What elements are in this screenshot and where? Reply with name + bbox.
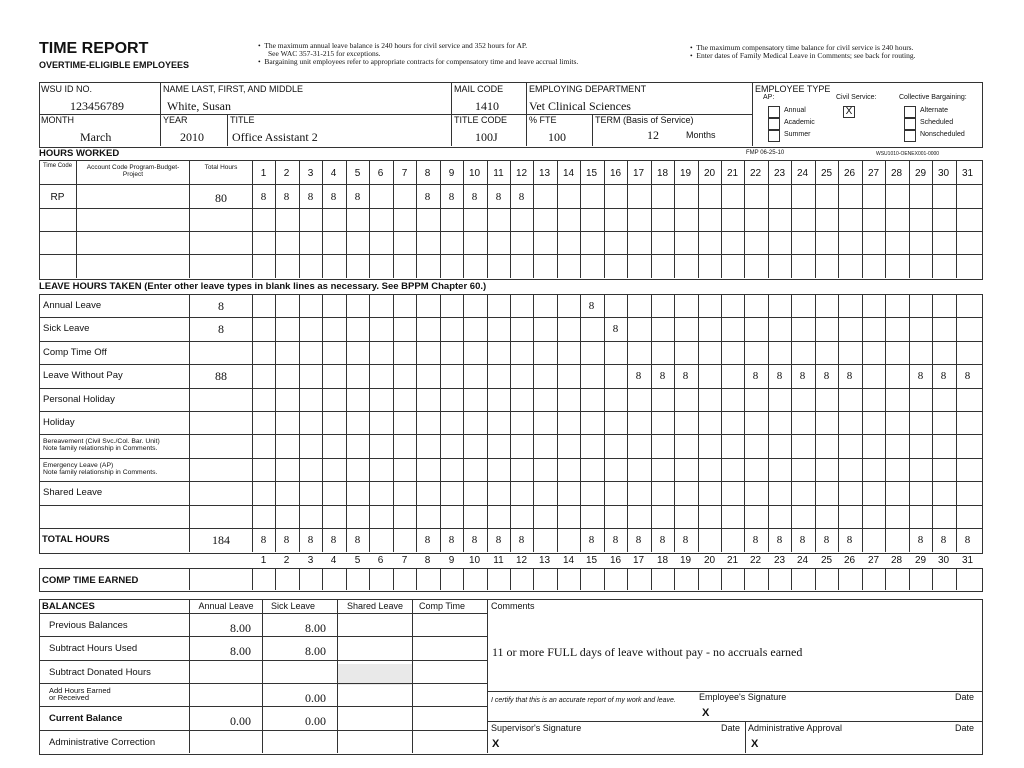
leave-label-bereavement-civil-svc-col-bar-unit: Bereavement (Civil Svc./Col. Bar. Unit) bbox=[43, 438, 160, 445]
rp-day-8-cell[interactable]: 8 bbox=[424, 191, 431, 203]
day-header-8: 8 bbox=[424, 168, 431, 179]
leave-leave-without-pay-day-17[interactable]: 8 bbox=[635, 370, 642, 382]
day-header-26: 26 bbox=[843, 168, 856, 179]
day-footer-14: 14 bbox=[562, 555, 575, 566]
note-fml: Enter dates of Family Medical Leave in Comments; see back for routing. bbox=[696, 51, 916, 60]
total-day-10[interactable]: 8 bbox=[471, 534, 478, 546]
total-day-18[interactable]: 8 bbox=[659, 534, 666, 546]
day-header-21: 21 bbox=[726, 168, 739, 179]
leave-sick-leave-day-16[interactable]: 8 bbox=[612, 323, 619, 335]
day-footer-20: 20 bbox=[703, 555, 716, 566]
header-notes-right: • The maximum compensatory time balance for civil service is 240 hours. • Enter dates of Family Medical Leave in Comments; see back for routing. bbox=[690, 43, 916, 60]
day-footer-10: 10 bbox=[468, 555, 481, 566]
leave-leave-without-pay-day-29[interactable]: 8 bbox=[917, 370, 924, 382]
day-header-12: 12 bbox=[515, 168, 528, 179]
leave-leave-without-pay-day-30[interactable]: 8 bbox=[940, 370, 947, 382]
day-footer-28: 28 bbox=[890, 555, 903, 566]
employee-date-label: Date bbox=[955, 692, 975, 702]
annual-current-balance[interactable]: 0.00 bbox=[230, 714, 251, 728]
total-day-30[interactable]: 8 bbox=[940, 534, 947, 546]
fte-label: % FTE bbox=[529, 115, 557, 125]
sick-previous-balances[interactable]: 8.00 bbox=[305, 621, 326, 635]
leave-leave-without-pay-day-18[interactable]: 8 bbox=[659, 370, 666, 382]
total-day-12[interactable]: 8 bbox=[518, 534, 525, 546]
employee-type-label: EMPLOYEE TYPE bbox=[755, 84, 831, 94]
leave-label-annual-leave: Annual Leave bbox=[43, 300, 102, 311]
year-value[interactable]: 2010 bbox=[180, 130, 204, 144]
day-footer-27: 27 bbox=[867, 555, 880, 566]
cb-scheduled-checkbox[interactable] bbox=[904, 118, 916, 130]
day-footer-6: 6 bbox=[377, 555, 384, 566]
day-footer-1: 1 bbox=[260, 555, 267, 566]
rp-day-9-cell[interactable]: 8 bbox=[448, 191, 455, 203]
balances-label: BALANCES bbox=[42, 601, 95, 612]
wsu-id-label: WSU ID NO. bbox=[41, 84, 92, 94]
leave-note-bereavement-civil-svc-col-bar-unit: Note family relationship in Comments. bbox=[43, 445, 158, 452]
time-code-header: Time Code bbox=[42, 163, 73, 169]
employee-signature-label: Employee's Signature bbox=[699, 692, 787, 702]
ap-academic-label: Academic bbox=[784, 119, 815, 126]
leave-total-leave-without-pay[interactable]: 88 bbox=[215, 369, 227, 383]
total-day-5[interactable]: 8 bbox=[354, 534, 361, 546]
ap-summer-checkbox[interactable] bbox=[768, 130, 780, 142]
admin-date-label: Date bbox=[955, 723, 975, 733]
cb-alternate-checkbox[interactable] bbox=[904, 106, 916, 118]
annual-subtract-hours-used[interactable]: 8.00 bbox=[230, 644, 251, 658]
civil-service-label: Civil Service: bbox=[836, 94, 877, 101]
name-value[interactable]: White, Susan bbox=[167, 99, 231, 113]
day-header-9: 9 bbox=[448, 168, 455, 179]
wsu-id-value[interactable]: 123456789 bbox=[70, 99, 124, 113]
day-footer-15: 15 bbox=[585, 555, 598, 566]
day-header-14: 14 bbox=[562, 168, 575, 179]
ap-academic-checkbox[interactable] bbox=[768, 118, 780, 130]
comp-time-row bbox=[39, 568, 983, 592]
day-header-27: 27 bbox=[867, 168, 880, 179]
cb-scheduled-label: Scheduled bbox=[920, 119, 954, 126]
dept-label: EMPLOYING DEPARTMENT bbox=[529, 84, 647, 94]
supervisor-signature-label: Supervisor's Signature bbox=[491, 723, 582, 733]
day-footer-9: 9 bbox=[448, 555, 455, 566]
header-notes-left: • The maximum annual leave balance is 240 hours for civil service and 352 hours for AP. See WAC 357-31-215 for exceptions. • Bargaining unit employees refer to appropriate contracts for compensatory time and leave accrual limits. bbox=[258, 42, 668, 66]
form-subtitle: OVERTIME-ELIGIBLE EMPLOYEES bbox=[39, 60, 190, 70]
total-day-3[interactable]: 8 bbox=[307, 534, 314, 546]
balance-label-current-balance: Current Balance bbox=[49, 713, 123, 724]
day-footer-29: 29 bbox=[914, 555, 927, 566]
leave-leave-without-pay-day-22[interactable]: 8 bbox=[752, 370, 759, 382]
day-footer-26: 26 bbox=[843, 555, 856, 566]
leave-annual-leave-day-15[interactable]: 8 bbox=[588, 300, 595, 312]
hours-worked-label: HOURS WORKED bbox=[39, 148, 120, 159]
total-day-19[interactable]: 8 bbox=[682, 534, 689, 546]
note-wac: See WAC 357-31-215 for exceptions. bbox=[268, 49, 381, 58]
day-header-2: 2 bbox=[283, 168, 290, 179]
leave-leave-without-pay-day-19[interactable]: 8 bbox=[682, 370, 689, 382]
leave-label-shared-leave: Shared Leave bbox=[43, 487, 103, 498]
day-header-23: 23 bbox=[773, 168, 786, 179]
dept-value[interactable]: Vet Clinical Sciences bbox=[529, 99, 631, 113]
leave-leave-without-pay-day-26[interactable]: 8 bbox=[846, 370, 853, 382]
day-footer-24: 24 bbox=[796, 555, 809, 566]
month-value[interactable]: March bbox=[80, 130, 112, 144]
day-header-5: 5 bbox=[354, 168, 361, 179]
balance-label-add-hours-earned: Add Hours Earned bbox=[49, 686, 111, 695]
day-footer-2: 2 bbox=[283, 555, 290, 566]
note-comp-max: The maximum compensatory time balance for civil service is 240 hours. bbox=[696, 43, 914, 52]
rp-day-4-cell[interactable]: 8 bbox=[330, 191, 337, 203]
leave-leave-without-pay-day-23[interactable]: 8 bbox=[776, 370, 783, 382]
day-header-24: 24 bbox=[796, 168, 809, 179]
total-day-1[interactable]: 8 bbox=[260, 534, 267, 546]
day-header-16: 16 bbox=[609, 168, 622, 179]
rp-day-11-cell[interactable]: 8 bbox=[495, 191, 502, 203]
day-header-10: 10 bbox=[468, 168, 481, 179]
annual-previous-balances[interactable]: 8.00 bbox=[230, 621, 251, 635]
day-header-6: 6 bbox=[377, 168, 384, 179]
day-header-15: 15 bbox=[585, 168, 598, 179]
title-code-label: TITLE CODE bbox=[454, 115, 508, 125]
leave-leave-without-pay-day-25[interactable]: 8 bbox=[823, 370, 830, 382]
day-header-7: 7 bbox=[401, 168, 408, 179]
time-code-rp[interactable]: RP bbox=[50, 192, 65, 203]
total-day-23[interactable]: 8 bbox=[776, 534, 783, 546]
leave-label-leave-without-pay: Leave Without Pay bbox=[43, 370, 123, 381]
day-footer-16: 16 bbox=[609, 555, 622, 566]
day-header-18: 18 bbox=[656, 168, 669, 179]
title-code-value[interactable]: 100J bbox=[475, 130, 498, 144]
year-label: YEAR bbox=[163, 115, 188, 125]
rp-day-2-cell[interactable]: 8 bbox=[283, 191, 290, 203]
total-day-25[interactable]: 8 bbox=[823, 534, 830, 546]
leave-hours-table bbox=[39, 294, 983, 554]
day-footer-4: 4 bbox=[330, 555, 337, 566]
rp-day-1-cell[interactable]: 8 bbox=[260, 191, 267, 203]
total-day-22[interactable]: 8 bbox=[752, 534, 759, 546]
col-comp-time: Comp Time bbox=[418, 601, 465, 611]
day-footer-7: 7 bbox=[401, 555, 408, 566]
total-hours-label: TOTAL HOURS bbox=[42, 534, 110, 545]
ap-summer-label: Summer bbox=[784, 131, 811, 138]
balance-label-administrative-correction: Administrative Correction bbox=[49, 737, 156, 748]
total-hours-value[interactable]: 184 bbox=[212, 533, 230, 547]
day-header-31: 31 bbox=[961, 168, 974, 179]
rp-day-5-cell[interactable]: 8 bbox=[354, 191, 361, 203]
leave-label-comp-time-off: Comp Time Off bbox=[43, 347, 107, 358]
day-header-11: 11 bbox=[493, 168, 504, 179]
leave-total-annual-leave[interactable]: 8 bbox=[218, 299, 224, 313]
day-footer-11: 11 bbox=[493, 555, 504, 566]
ap-annual-checkbox[interactable] bbox=[768, 106, 780, 118]
total-day-11[interactable]: 8 bbox=[495, 534, 502, 546]
civil-service-checkbox[interactable]: X bbox=[843, 106, 855, 118]
day-footer-5: 5 bbox=[354, 555, 361, 566]
title-value[interactable]: Office Assistant 2 bbox=[232, 130, 318, 144]
collective-bargaining-label: Collective Bargaining: bbox=[899, 94, 967, 101]
supervisor-signature-x[interactable]: X bbox=[492, 738, 500, 750]
certify-statement: I certify that this is an accurate report of my work and leave. bbox=[491, 697, 676, 704]
balance-label2-add-hours-earned: or Received bbox=[49, 693, 90, 702]
col-shared-leave: Shared Leave bbox=[346, 601, 404, 611]
leave-leave-without-pay-day-24[interactable]: 8 bbox=[799, 370, 806, 382]
rp-day-10-cell[interactable]: 8 bbox=[471, 191, 478, 203]
day-header-30: 30 bbox=[937, 168, 950, 179]
day-header-4: 4 bbox=[330, 168, 337, 179]
total-day-17[interactable]: 8 bbox=[635, 534, 642, 546]
rp-day-12-cell[interactable]: 8 bbox=[518, 191, 525, 203]
total-day-24[interactable]: 8 bbox=[799, 534, 806, 546]
leave-note-emergency-leave-ap: Note family relationship in Comments. bbox=[43, 469, 158, 476]
total-day-2[interactable]: 8 bbox=[283, 534, 290, 546]
admin-approval-x[interactable]: X bbox=[751, 738, 759, 750]
day-header-20: 20 bbox=[703, 168, 716, 179]
admin-approval-label: Administrative Approval bbox=[748, 723, 843, 733]
day-header-1: 1 bbox=[260, 168, 267, 179]
day-footer-31: 31 bbox=[961, 555, 974, 566]
day-header-13: 13 bbox=[538, 168, 551, 179]
day-footer-12: 12 bbox=[515, 555, 528, 566]
total-day-9[interactable]: 8 bbox=[448, 534, 455, 546]
mail-code-label: MAIL CODE bbox=[454, 84, 504, 94]
fte-value[interactable]: 100 bbox=[548, 130, 566, 144]
day-footer-3: 3 bbox=[307, 555, 314, 566]
note-annual-max: The maximum annual leave balance is 240 hours for civil service and 352 hours for AP. bbox=[264, 41, 528, 50]
term-value[interactable]: 12 bbox=[647, 128, 659, 142]
cb-nonscheduled-label: Nonscheduled bbox=[920, 131, 965, 138]
day-header-3: 3 bbox=[307, 168, 314, 179]
leave-label-holiday: Holiday bbox=[43, 417, 75, 428]
day-header-25: 25 bbox=[820, 168, 833, 179]
comments-label: Comments bbox=[491, 601, 535, 611]
ap-label: AP: bbox=[763, 94, 775, 101]
day-footer-21: 21 bbox=[726, 555, 739, 566]
total-hours-header: Total Hours bbox=[204, 164, 238, 171]
leave-leave-without-pay-day-31[interactable]: 8 bbox=[964, 370, 971, 382]
form-title: TIME REPORT bbox=[39, 40, 149, 57]
total-day-15[interactable]: 8 bbox=[588, 534, 595, 546]
sick-current-balance[interactable]: 0.00 bbox=[305, 714, 326, 728]
month-label: MONTH bbox=[41, 115, 74, 125]
mail-code-value[interactable]: 1410 bbox=[475, 99, 499, 113]
day-footer-23: 23 bbox=[773, 555, 786, 566]
term-unit: Months bbox=[686, 130, 716, 140]
note-bargaining: Bargaining unit employees refer to appropriate contracts for compensatory time and leave accrual limits. bbox=[264, 57, 579, 66]
rp-total-hours[interactable]: 80 bbox=[215, 191, 227, 205]
total-day-31[interactable]: 8 bbox=[964, 534, 971, 546]
title-label: TITLE bbox=[230, 115, 255, 125]
rp-day-3-cell[interactable]: 8 bbox=[307, 191, 314, 203]
day-footer-30: 30 bbox=[937, 555, 950, 566]
account-code-header: Account Code Program-Budget-Project bbox=[86, 164, 180, 178]
employee-signature-x[interactable]: X bbox=[702, 707, 710, 719]
fmp-code: FMP 06-25-10 bbox=[746, 150, 785, 156]
comment-text[interactable]: 11 or more FULL days of leave without pay - no accruals earned bbox=[492, 645, 803, 659]
total-day-16[interactable]: 8 bbox=[612, 534, 619, 546]
sick-subtract-hours-used[interactable]: 8.00 bbox=[305, 644, 326, 658]
total-day-8[interactable]: 8 bbox=[424, 534, 431, 546]
day-footer-13: 13 bbox=[538, 555, 551, 566]
total-day-4[interactable]: 8 bbox=[330, 534, 337, 546]
day-footer-22: 22 bbox=[749, 555, 762, 566]
leave-label-emergency-leave-ap: Emergency Leave (AP) bbox=[43, 462, 114, 469]
comp-time-label: COMP TIME EARNED bbox=[42, 575, 139, 586]
day-footer-18: 18 bbox=[656, 555, 669, 566]
day-header-29: 29 bbox=[914, 168, 927, 179]
ap-annual-label: Annual bbox=[784, 107, 806, 114]
day-footer-19: 19 bbox=[679, 555, 692, 566]
supervisor-date-label: Date bbox=[721, 723, 741, 733]
form-number: WSU1010-OENEX001-0000 bbox=[876, 151, 940, 157]
day-footer-25: 25 bbox=[820, 555, 833, 566]
day-header-17: 17 bbox=[632, 168, 645, 179]
total-day-29[interactable]: 8 bbox=[917, 534, 924, 546]
total-day-26[interactable]: 8 bbox=[846, 534, 853, 546]
name-label: NAME LAST, FIRST, AND MIDDLE bbox=[163, 84, 304, 94]
day-header-22: 22 bbox=[749, 168, 762, 179]
leave-label-personal-holiday: Personal Holiday bbox=[43, 394, 115, 405]
cb-alternate-label: Alternate bbox=[920, 107, 949, 114]
leave-label-sick-leave: Sick Leave bbox=[43, 323, 90, 334]
day-footer-8: 8 bbox=[424, 555, 431, 566]
balance-label-subtract-donated-hours: Subtract Donated Hours bbox=[49, 667, 151, 678]
col-annual-leave: Annual Leave bbox=[198, 601, 254, 611]
leave-total-sick-leave[interactable]: 8 bbox=[218, 322, 224, 336]
col-sick-leave: Sick Leave bbox=[270, 601, 316, 611]
leave-hours-label: LEAVE HOURS TAKEN (Enter other leave types in blank lines as necessary. See BPPM Chapter 60.) bbox=[39, 281, 487, 292]
day-footer-17: 17 bbox=[632, 555, 645, 566]
balance-label-subtract-hours-used: Subtract Hours Used bbox=[49, 643, 138, 654]
term-label: TERM (Basis of Service) bbox=[595, 115, 694, 125]
day-header-28: 28 bbox=[890, 168, 903, 179]
day-header-19: 19 bbox=[679, 168, 692, 179]
cb-nonscheduled-checkbox[interactable] bbox=[904, 130, 916, 142]
sick-add-hours-earned[interactable]: 0.00 bbox=[305, 691, 326, 705]
balance-label-previous-balances: Previous Balances bbox=[49, 620, 128, 631]
